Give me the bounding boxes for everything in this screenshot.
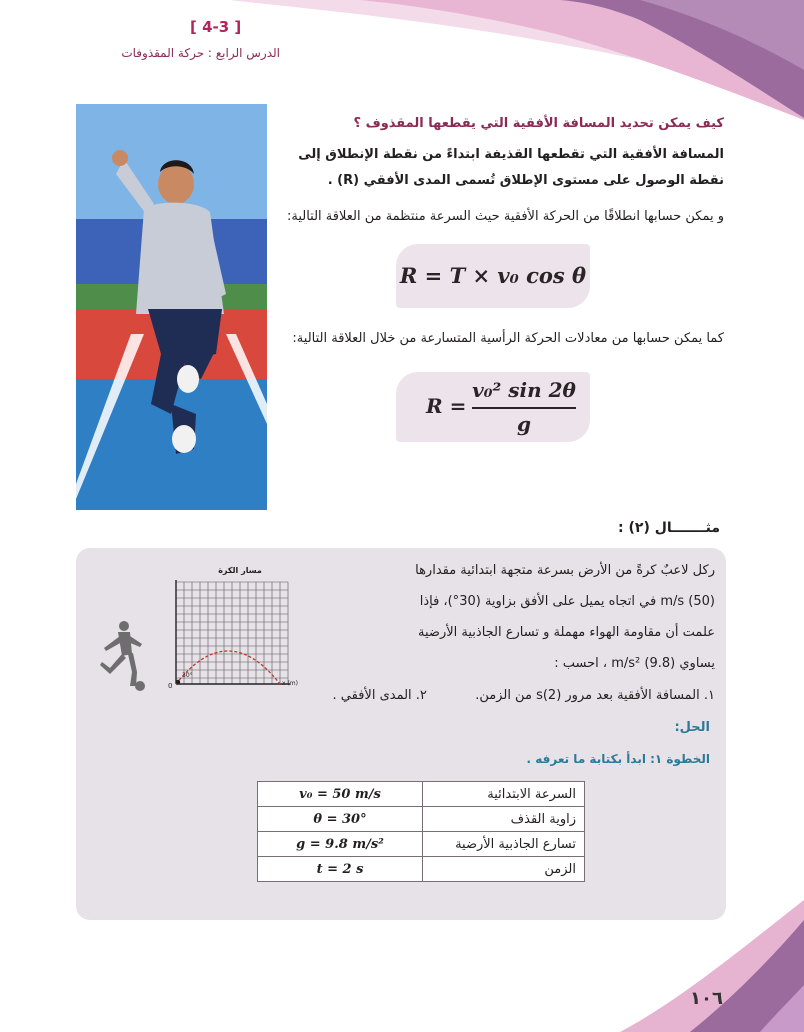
known-values-table <box>257 781 585 882</box>
example-problem <box>300 555 715 679</box>
solution-label: الحل: <box>674 720 710 735</box>
question-item-1: ١. المسافة الأفقية بعد مرور (2)s من الزمن. <box>475 688 715 703</box>
problem-line: يساوي (9.8) m/s² ، احسب : <box>554 656 715 671</box>
problem-line: علمت أن مقاومة الهواء مهملة و تسارع الجاذبية الأرضية <box>418 625 715 640</box>
diagram-title: مسار الكرة <box>218 566 262 575</box>
x-axis-label: x (m) <box>282 680 298 687</box>
label-cell: زاوية القذف <box>423 807 585 832</box>
uniform-motion-text: و يمكن حسابها انطلاقًا من الحركة الأفقية حيث السرعة منتظمة من العلاقة التالية: <box>286 209 724 224</box>
angle-label: 30° <box>182 672 193 679</box>
value-cell: θ = 30° <box>258 807 423 832</box>
range-definition: المسافة الأفقية التي تقطعها القذيفة ابتداءً من نقطة الإنطلاق إلى نقطة الوصول على مستوى الإطلاق تُسمى المدى الأفقي (R) . <box>298 147 724 188</box>
formula2-lhs: R = <box>426 394 467 418</box>
trajectory-diagram <box>166 566 306 696</box>
formula2-denominator: g <box>517 412 531 436</box>
solution-step-1: الخطوة ١: ابدأ بكتابة ما تعرفه . <box>526 752 710 766</box>
section-question: كيف يمكن تحديد المسافة الأفقية التي يقطعها المقذوف ؟ <box>353 116 724 131</box>
problem-line: (50) m/s في اتجاه يميل على الأفق بزاوية (30°)، فإذا <box>419 594 715 609</box>
fraction-bar <box>472 407 576 409</box>
value-cell: v₀ = 50 m/s <box>258 782 423 807</box>
soccer-player-icon <box>96 620 146 692</box>
table-row <box>258 807 585 832</box>
jumping-athlete-photo <box>76 104 267 510</box>
table-row <box>258 857 585 882</box>
problem-line: ركل لاعبٌ كرةً من الأرض بسرعة متجهة ابتدائية مقدارها <box>415 563 715 578</box>
formula2-numerator: v₀² sin 2θ <box>472 378 576 402</box>
label-cell: الزمن <box>423 857 585 882</box>
value-cell: g = 9.8 m/s² <box>258 832 423 857</box>
label-cell: تسارع الجاذبية الأرضية <box>423 832 585 857</box>
vertical-motion-text: كما يمكن حسابها من معادلات الحركة الرأسية المتسارعة من خلال العلاقة التالية: <box>292 331 724 346</box>
range-formula-horizontal: R = T × v₀ cos θ <box>396 244 590 308</box>
question-item-2: ٢. المدى الأفقي . <box>332 688 427 703</box>
value-cell: t = 2 s <box>258 857 423 882</box>
range-formula-vertical <box>396 372 590 442</box>
label-cell: السرعة الابتدائية <box>423 782 585 807</box>
example-questions <box>300 688 715 703</box>
table-row <box>258 832 585 857</box>
table-row <box>258 782 585 807</box>
section-number: [ 4-3 ] <box>190 18 242 36</box>
page-number: ١٠٦ <box>690 988 723 1009</box>
lesson-title: الدرس الرابع : حركة المقذوفات <box>121 46 280 60</box>
example-title: مثـــــــال (٢) : <box>618 520 720 536</box>
origin-label: 0 <box>168 682 173 690</box>
